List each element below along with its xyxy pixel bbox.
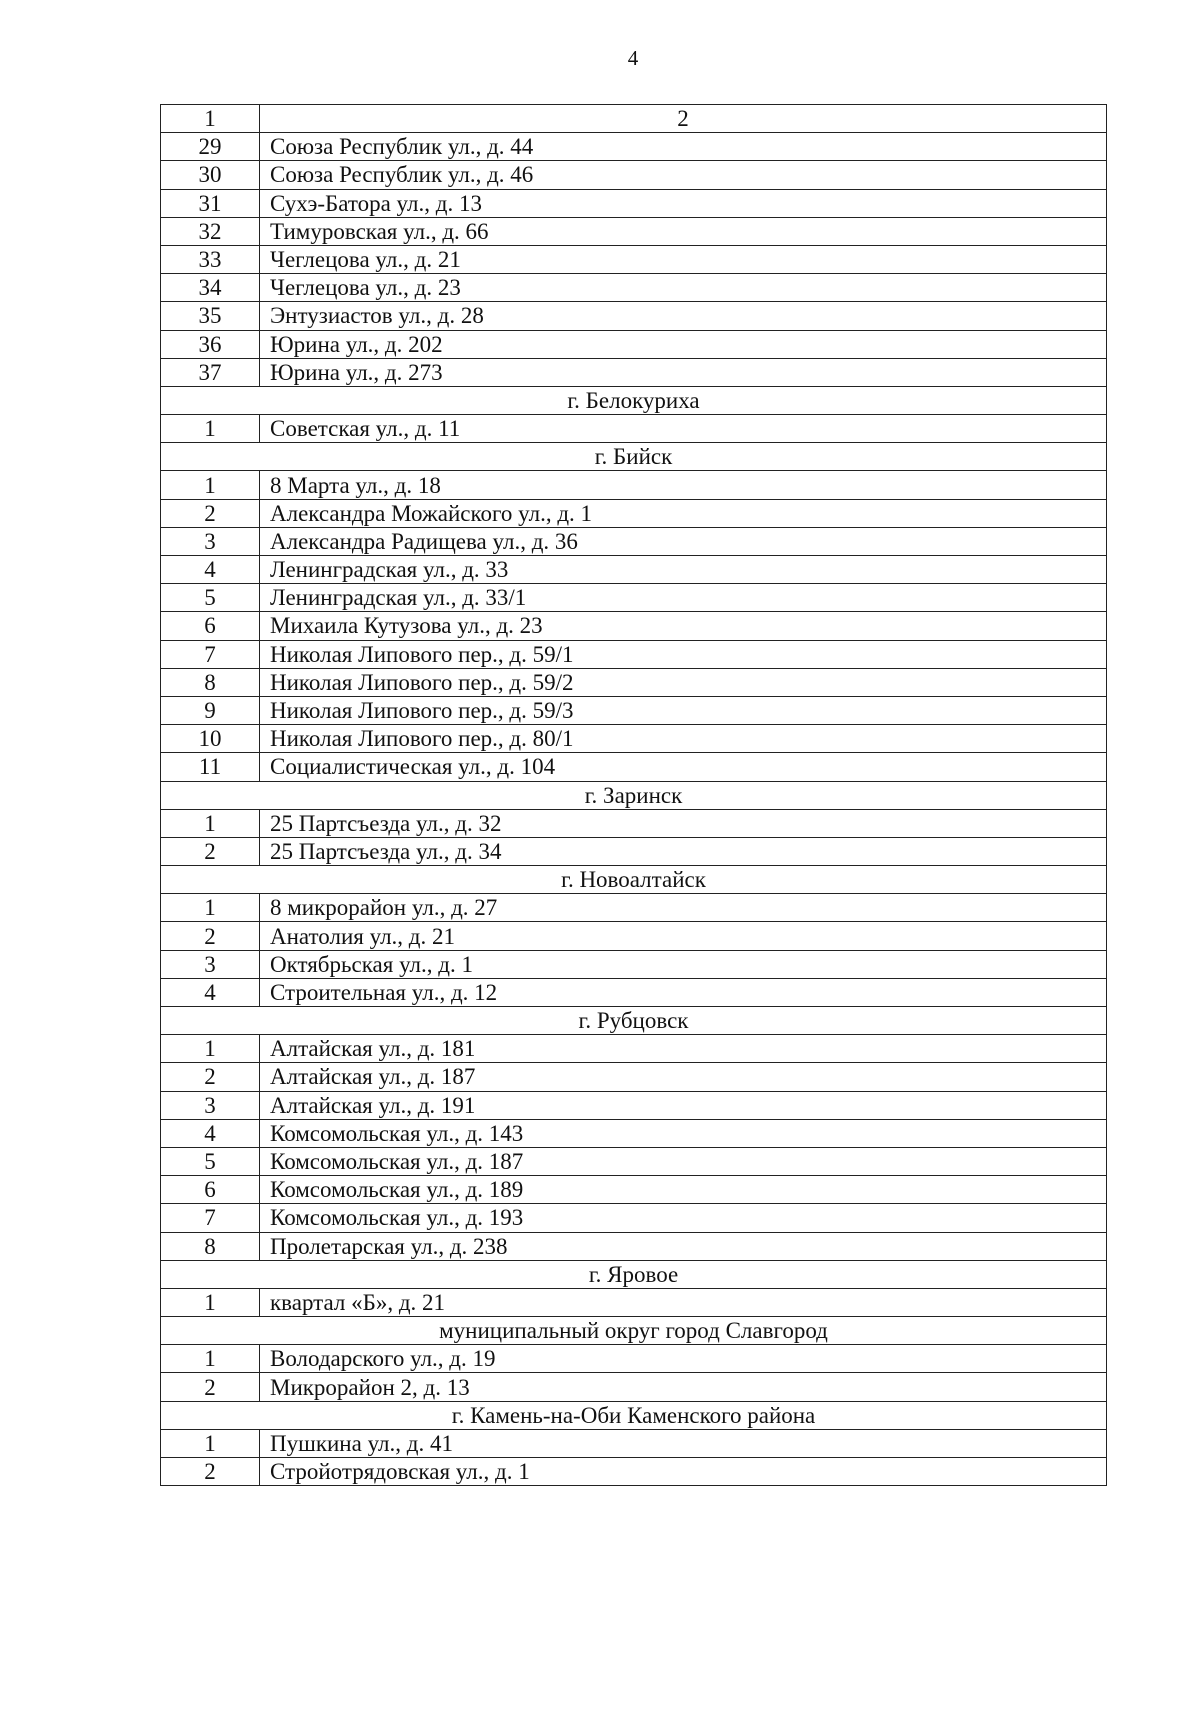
table-row	[161, 1345, 1107, 1373]
row-number: 6	[161, 1176, 260, 1204]
row-number: 9	[161, 696, 260, 724]
row-number: 1	[161, 471, 260, 499]
row-address: Союза Республик ул., д. 44	[260, 133, 1107, 161]
row-number: 29	[161, 133, 260, 161]
row-number: 1	[161, 1345, 260, 1373]
address-table	[160, 104, 1107, 1486]
table-row	[161, 471, 1107, 499]
row-address: Стройотрядовская ул., д. 1	[260, 1458, 1107, 1486]
section-title: г. Бийск	[161, 443, 1107, 471]
row-address: Пролетарская ул., д. 238	[260, 1232, 1107, 1260]
section-header-row	[161, 1317, 1107, 1345]
table-row	[161, 978, 1107, 1006]
section-header-row	[161, 866, 1107, 894]
row-number: 37	[161, 358, 260, 386]
row-number: 5	[161, 1147, 260, 1175]
row-address: Комсомольская ул., д. 143	[260, 1119, 1107, 1147]
row-address: Александра Радищева ул., д. 36	[260, 527, 1107, 555]
table-row	[161, 274, 1107, 302]
row-number: 30	[161, 161, 260, 189]
table-row	[161, 1204, 1107, 1232]
address-table-body	[161, 105, 1107, 1486]
row-number: 33	[161, 245, 260, 273]
row-number: 8	[161, 1232, 260, 1260]
section-title: г. Рубцовск	[161, 1007, 1107, 1035]
table-row	[161, 584, 1107, 612]
section-header-row	[161, 1260, 1107, 1288]
row-number: 2	[161, 499, 260, 527]
row-number: 2	[161, 1458, 260, 1486]
row-number: 2	[161, 837, 260, 865]
column-address-header: 2	[260, 105, 1107, 133]
row-number: 35	[161, 302, 260, 330]
table-row	[161, 809, 1107, 837]
table-row	[161, 612, 1107, 640]
row-address: Алтайская ул., д. 187	[260, 1063, 1107, 1091]
table-row	[161, 1373, 1107, 1401]
section-header-row	[161, 1401, 1107, 1429]
row-address: Николая Липового пер., д. 80/1	[260, 725, 1107, 753]
table-row	[161, 696, 1107, 724]
table-row	[161, 527, 1107, 555]
row-address: Союза Республик ул., д. 46	[260, 161, 1107, 189]
row-number: 4	[161, 1119, 260, 1147]
row-number: 34	[161, 274, 260, 302]
table-row	[161, 358, 1107, 386]
row-number: 36	[161, 330, 260, 358]
row-number: 32	[161, 217, 260, 245]
section-header-row	[161, 386, 1107, 414]
row-number: 2	[161, 922, 260, 950]
section-header-row	[161, 443, 1107, 471]
page-number: 4	[627, 46, 639, 70]
row-address: Александра Можайского ул., д. 1	[260, 499, 1107, 527]
column-number-header: 1	[161, 105, 260, 133]
table-row	[161, 1176, 1107, 1204]
row-address: 8 Марта ул., д. 18	[260, 471, 1107, 499]
table-row	[161, 1035, 1107, 1063]
row-number: 5	[161, 584, 260, 612]
row-address: Микрорайон 2, д. 13	[260, 1373, 1107, 1401]
table-row	[161, 668, 1107, 696]
row-address: 25 Партсъезда ул., д. 34	[260, 837, 1107, 865]
section-header-row	[161, 1007, 1107, 1035]
row-address: квартал «Б», д. 21	[260, 1288, 1107, 1316]
row-address: Николая Липового пер., д. 59/1	[260, 640, 1107, 668]
row-address: Октябрьская ул., д. 1	[260, 950, 1107, 978]
row-number: 1	[161, 894, 260, 922]
row-address: Советская ул., д. 11	[260, 415, 1107, 443]
row-address: Михаила Кутузова ул., д. 23	[260, 612, 1107, 640]
table-row	[161, 894, 1107, 922]
section-title: г. Яровое	[161, 1260, 1107, 1288]
table-row	[161, 725, 1107, 753]
section-title: г. Камень-на-Оби Каменского района	[161, 1401, 1107, 1429]
row-number: 3	[161, 950, 260, 978]
row-number: 7	[161, 1204, 260, 1232]
table-row	[161, 499, 1107, 527]
row-number: 4	[161, 556, 260, 584]
row-number: 8	[161, 668, 260, 696]
row-address: Социалистическая ул., д. 104	[260, 753, 1107, 781]
row-address: Комсомольская ул., д. 187	[260, 1147, 1107, 1175]
table-row	[161, 1063, 1107, 1091]
row-address: Юрина ул., д. 202	[260, 330, 1107, 358]
section-title: г. Новоалтайск	[161, 866, 1107, 894]
row-number: 1	[161, 1035, 260, 1063]
row-number: 2	[161, 1063, 260, 1091]
row-address: Володарского ул., д. 19	[260, 1345, 1107, 1373]
row-address: Анатолия ул., д. 21	[260, 922, 1107, 950]
table-row	[161, 1232, 1107, 1260]
row-address: Чеглецова ул., д. 21	[260, 245, 1107, 273]
row-number: 7	[161, 640, 260, 668]
row-number: 1	[161, 415, 260, 443]
row-number: 1	[161, 1429, 260, 1457]
table-row	[161, 753, 1107, 781]
row-number: 3	[161, 527, 260, 555]
row-number: 31	[161, 189, 260, 217]
section-title: г. Заринск	[161, 781, 1107, 809]
row-address: Пушкина ул., д. 41	[260, 1429, 1107, 1457]
table-row	[161, 217, 1107, 245]
table-row	[161, 1091, 1107, 1119]
table-row	[161, 161, 1107, 189]
row-address: Тимуровская ул., д. 66	[260, 217, 1107, 245]
row-address: Юрина ул., д. 273	[260, 358, 1107, 386]
row-address: Ленинградская ул., д. 33	[260, 556, 1107, 584]
row-address: Строительная ул., д. 12	[260, 978, 1107, 1006]
row-address: Чеглецова ул., д. 23	[260, 274, 1107, 302]
row-number: 6	[161, 612, 260, 640]
table-row	[161, 133, 1107, 161]
row-address: Сухэ-Батора ул., д. 13	[260, 189, 1107, 217]
row-address: 25 Партсъезда ул., д. 32	[260, 809, 1107, 837]
table-header-row	[161, 105, 1107, 133]
row-number: 3	[161, 1091, 260, 1119]
row-address: Комсомольская ул., д. 189	[260, 1176, 1107, 1204]
table-row	[161, 950, 1107, 978]
table-row	[161, 640, 1107, 668]
table-row	[161, 302, 1107, 330]
row-address: Комсомольская ул., д. 193	[260, 1204, 1107, 1232]
row-address: Николая Липового пер., д. 59/3	[260, 696, 1107, 724]
row-number: 10	[161, 725, 260, 753]
table-row	[161, 1458, 1107, 1486]
table-row	[161, 1429, 1107, 1457]
row-number: 11	[161, 753, 260, 781]
table-row	[161, 189, 1107, 217]
row-address: Алтайская ул., д. 181	[260, 1035, 1107, 1063]
table-row	[161, 922, 1107, 950]
table-row	[161, 556, 1107, 584]
table-row	[161, 330, 1107, 358]
table-row	[161, 837, 1107, 865]
row-address: Ленинградская ул., д. 33/1	[260, 584, 1107, 612]
table-row	[161, 1288, 1107, 1316]
row-number: 4	[161, 978, 260, 1006]
row-address: Энтузиастов ул., д. 28	[260, 302, 1107, 330]
table-row	[161, 415, 1107, 443]
section-title: г. Белокуриха	[161, 386, 1107, 414]
row-number: 1	[161, 809, 260, 837]
section-title: муниципальный округ город Славгород	[161, 1317, 1107, 1345]
table-row	[161, 1119, 1107, 1147]
table-row	[161, 245, 1107, 273]
row-number: 2	[161, 1373, 260, 1401]
row-number: 1	[161, 1288, 260, 1316]
row-address: Алтайская ул., д. 191	[260, 1091, 1107, 1119]
row-address: Николая Липового пер., д. 59/2	[260, 668, 1107, 696]
row-address: 8 микрорайон ул., д. 27	[260, 894, 1107, 922]
section-header-row	[161, 781, 1107, 809]
table-row	[161, 1147, 1107, 1175]
